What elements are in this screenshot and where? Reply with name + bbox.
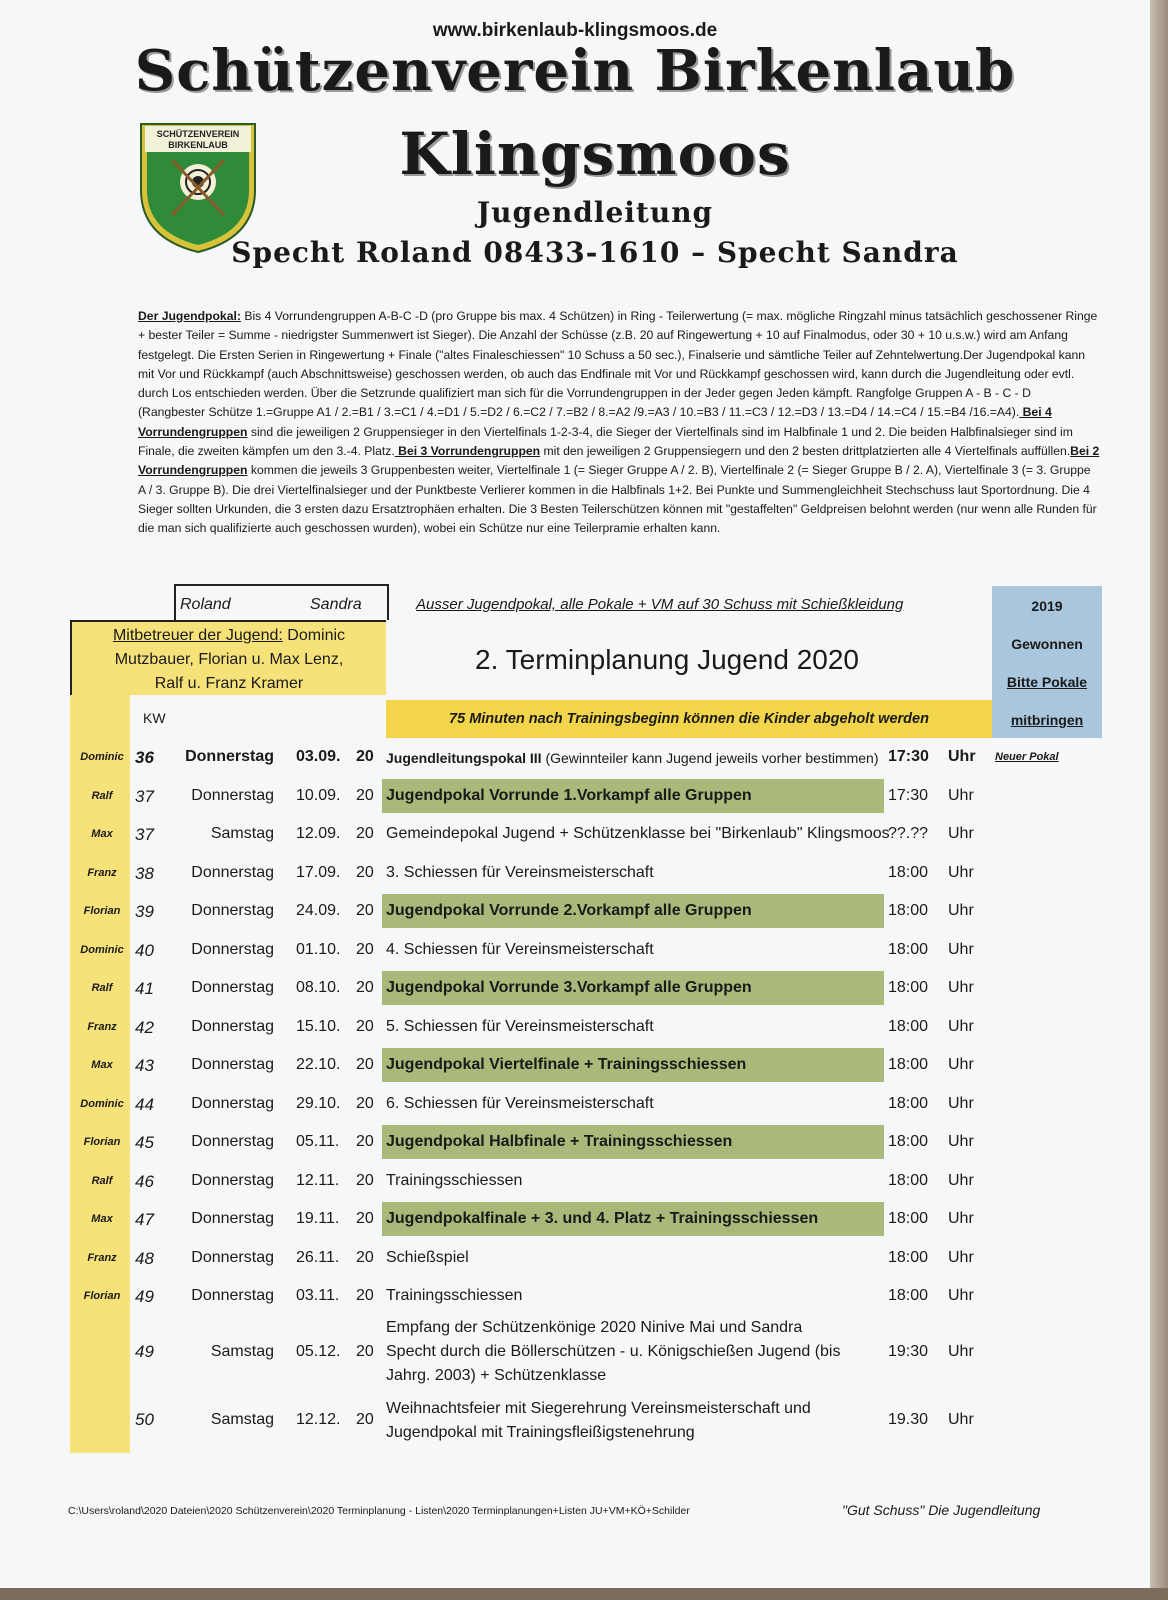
uhr-label: Uhr xyxy=(948,902,974,919)
weekday: Donnerstag xyxy=(191,1171,274,1189)
special1-event xyxy=(386,1316,886,1388)
rules-text-3: mit den jeweiligen 2 Gruppensiegern und den 2 besten drittplatzierten alle 4 Viertelfinals auffüllen. xyxy=(540,444,1071,459)
file-path: C:\Users\roland\2020 Dateien\2020 Schützenverein\2020 Terminplanung - Listen\2020 Terminplanungen+Listen JU+VM+KÖ+Schilder xyxy=(68,1505,690,1517)
uhr-label: Uhr xyxy=(948,979,974,996)
event-year: 20 xyxy=(356,1133,374,1150)
kw-header: KW xyxy=(143,710,166,726)
rules-bold-3: Bei 3 Vorrundengruppen xyxy=(394,444,541,459)
weekday: Donnerstag xyxy=(191,786,274,804)
kw-number: 49 xyxy=(135,1287,154,1306)
kw-number: 44 xyxy=(135,1094,154,1114)
weekday: Donnerstag xyxy=(191,940,274,958)
event-year: 20 xyxy=(356,1056,374,1073)
mitbetreuer-line3: Ralf u. Franz Kramer xyxy=(154,675,304,692)
betreuer-name: Max xyxy=(91,828,113,840)
mitbetreuer-box xyxy=(70,620,386,695)
event-date: 12.09. xyxy=(296,825,341,842)
special2-date: 12.12. xyxy=(296,1411,341,1428)
special1-line3: Jahrg. 2003) + Schützenklasse xyxy=(386,1367,607,1384)
uhr-label: Uhr xyxy=(948,863,974,881)
uhr-label: Uhr xyxy=(948,825,974,842)
event-date: 22.10. xyxy=(296,1056,341,1073)
event-date: 03.11. xyxy=(296,1287,340,1304)
event-time: 18:00 xyxy=(888,1287,929,1304)
event-time: 17:30 xyxy=(888,786,929,804)
event-date: 26.11. xyxy=(296,1248,340,1266)
betreuer-name: Max xyxy=(91,1213,113,1225)
special2-line1: Weihnachtsfeier mit Siegerehrung Vereinsmeisterschaft und xyxy=(386,1400,811,1417)
kw-number: 45 xyxy=(135,1133,154,1152)
event-year: 20 xyxy=(356,1210,374,1227)
signature: "Gut Schuss" Die Jugendleitung xyxy=(842,1502,1041,1518)
event-year: 20 xyxy=(356,1017,374,1035)
event-year: 20 xyxy=(356,1094,374,1112)
special2-uhr: Uhr xyxy=(948,1411,974,1428)
weekday: Donnerstag xyxy=(191,1248,274,1266)
weekday: Donnerstag xyxy=(191,902,274,919)
event-time: ??.?? xyxy=(888,825,929,842)
event-title: Jugendpokal Halbfinale + Trainingsschiessen xyxy=(382,1125,884,1159)
special2-day: Samstag xyxy=(210,1411,274,1428)
plan-title: 2. Terminplanung Jugend 2020 xyxy=(475,644,860,675)
uhr-label: Uhr xyxy=(948,1210,974,1227)
event-time: 18:00 xyxy=(888,1171,929,1189)
uhr-label: Uhr xyxy=(948,1017,974,1035)
event-date: 08.10. xyxy=(296,979,341,996)
event-date: 15.10. xyxy=(296,1017,341,1035)
rules-text-4: kommen die jeweils 3 Gruppenbesten weiter, Viertelfinale 1 (= Sieger Gruppe A / 2. B), Viertelfinale 2 (= Sieger Gruppe B / 2. A), Viertelfinale 3 (= 3. Gruppe A / 3. Gruppe B). Die drei Viertelfinalsieger und der Punktbeste Verlierer kommen in die Halbfinals 1+2. Bei Punkte und Summengleichheit Stechschuss laut Sportordnung. Die 4 Sieger sollten Urkunden, die 3 ersten dazu Ersatztrophäen erhalten. Die 3 Besten Teilerschützen können mit "gestaffelten" Geldpreisen belohnt werden (nur wenn alle Runden für die man sich qualifizierte auch geschossen wurden), wobei ein Schütze nur eine Teilerpramie erhalten kann. xyxy=(138,463,1097,536)
kw-number: 39 xyxy=(135,902,154,921)
event-subtitle: (Gewinnteiler kann Jugend jeweils vorher bestimmen) xyxy=(541,750,879,766)
kw-number: 37 xyxy=(135,786,154,806)
uhr-label: Uhr xyxy=(948,1287,974,1304)
event-date: 17.09. xyxy=(296,863,341,881)
betreuer-name: Ralf xyxy=(91,982,113,994)
event-date: 19.11. xyxy=(296,1210,340,1227)
betreuer-name: Florian xyxy=(83,1290,121,1302)
event-time: 17:30 xyxy=(888,748,929,765)
rules-lead: Der Jugendpokal: xyxy=(138,309,241,323)
table-row xyxy=(0,1085,1150,1123)
event-title: 6. Schiessen für Vereinsmeisterschaft xyxy=(386,1094,654,1112)
kw-number: 43 xyxy=(135,1056,154,1075)
table-row xyxy=(0,854,1150,892)
department-title: Jugendleitung xyxy=(476,196,714,229)
logo-text-mid: BIRKENLAUB xyxy=(168,140,228,150)
logo-text-top: SCHÜTZENVEREIN xyxy=(156,129,240,139)
event-title: Jugendpokal Vorrunde 3.Vorkampf alle Gruppen xyxy=(382,971,884,1005)
special1-day: Samstag xyxy=(210,1343,274,1360)
weekday: Donnerstag xyxy=(191,1094,274,1112)
rules-bold-2: Bei 4 Vorrundengruppen xyxy=(138,405,1052,439)
betreuer-name: Dominic xyxy=(80,943,124,956)
table-row xyxy=(0,931,1150,969)
contact-line: Specht Roland 08433-1610 – Specht Sandra xyxy=(231,236,959,269)
rules-bold-4: Bei 2 Vorrundengruppen xyxy=(138,444,1100,478)
special1-kw: 49 xyxy=(135,1342,154,1361)
kw-number: 37 xyxy=(135,825,154,844)
event-title: 3. Schiessen für Vereinsmeisterschaft xyxy=(386,863,654,881)
event-title: Jugendpokalfinale + 3. und 4. Platz + Trainingsschiessen xyxy=(382,1202,884,1236)
event-time: 18:00 xyxy=(888,1210,929,1227)
event-title: Jugendpokal Vorrunde 2.Vorkampf alle Gruppen xyxy=(382,894,884,928)
weekday: Donnerstag xyxy=(191,1210,274,1227)
special2-time: 19.30 xyxy=(888,1411,929,1428)
event-year: 20 xyxy=(356,940,374,958)
club-crest-icon xyxy=(137,120,259,254)
mitbetreuer-label: Mitbetreuer der Jugend: xyxy=(112,627,283,644)
event-time: 18:00 xyxy=(888,1056,929,1073)
weekday: Samstag xyxy=(210,825,274,842)
rules-text-1: Bis 4 Vorrundengruppen A-B-C -D (pro Gruppe bis max. 4 Schützen) in Ring - Teilerwertung (= max. mögliche Ringzahl minus tatsächlich geschossener Ringe + bester Teiler = Summe - niedrigster Summenwert ist Sieger). Die Anzahl der Schüsse (z.B. 20 auf Ringewertung + 10 auf Finalmodus, oder 30 + 10 u.s.w.) wird am Anfang festgelegt. Die Ersten Serien in Ringewertung + Finale ("altes Finaleschiessen" 10 Schuss a 50 sec.), Finalserie und sämtliche Teiler auf Zehntelwertung.Der Jugendpokal kann mit Vor und Rückkampf (auch Abschnittsweise) geschossen werden, ob auch das Endfinale mit Vor und Rückkampf geschossen wird, kann durch die Jugendleitung oder evtl. durch Los entschieden werden. Über die Setzrunde qualifiziert man sich für die Vorrundengruppen in der Jeder gegen Jeden kämpft. Rangfolge Gruppen A - B - C - D (Rangbester Schütze 1.=Gruppe A1 / 2.=B1 / 3.=C1 / 4.=D1 / 5.=D2 / 6.=C2 / 7.=B2 / 8.=A2 /9.=A3 / 10.=B3 / 11.=C3 / 12.=D3 / 13.=D4 / 14.=C4 / 15.=B4 /16.=A4). xyxy=(138,309,1098,420)
paper-edge xyxy=(1150,0,1168,1600)
betreuer-name: Ralf xyxy=(91,789,113,802)
special2-line2: Jugendpokal mit Trainingsfleißigstenehrung xyxy=(386,1424,695,1441)
table-row xyxy=(0,1123,1150,1161)
uhr-label: Uhr xyxy=(948,786,974,804)
special2-year: 20 xyxy=(356,1411,374,1428)
pickup-note: 75 Minuten nach Trainingsbeginn können die Kinder abgeholt werden xyxy=(386,700,992,738)
kw-number: 46 xyxy=(135,1171,154,1191)
uhr-label: Uhr xyxy=(948,1094,974,1112)
event-title: 4. Schiessen für Vereinsmeisterschaft xyxy=(386,940,654,958)
event-year: 20 xyxy=(356,1248,374,1266)
uhr-label: Uhr xyxy=(948,940,974,958)
kw-number: 38 xyxy=(135,863,154,883)
event-time: 18:00 xyxy=(888,1017,929,1035)
event-date: 29.10. xyxy=(296,1094,341,1112)
jugendpokal-rules xyxy=(138,307,1100,539)
event-date: 03.09. xyxy=(296,748,341,765)
weekday: Donnerstag xyxy=(191,863,274,881)
table-row xyxy=(0,1200,1150,1238)
table-row xyxy=(0,1162,1150,1200)
event-title: Gemeindepokal Jugend + Schützenklasse bei "Birkenlaub" Klingsmoos xyxy=(386,825,890,842)
weekday: Donnerstag xyxy=(185,748,274,765)
kw-number: 48 xyxy=(135,1248,154,1268)
special2-kw: 50 xyxy=(135,1410,154,1429)
table-row xyxy=(0,969,1150,1007)
event-main: Jugendleitungspokal III xyxy=(386,750,542,766)
event-time: 18:00 xyxy=(888,902,929,919)
betreuer-name: Dominic xyxy=(80,751,124,763)
event-time: 18:00 xyxy=(888,1248,929,1266)
event-date: 24.09. xyxy=(296,902,341,919)
special1-year: 20 xyxy=(356,1343,374,1360)
pokale-bitte: Bitte Pokale xyxy=(1006,674,1088,690)
table-row xyxy=(0,1277,1150,1315)
pokale-gewonnen: Gewonnen xyxy=(1011,636,1083,652)
pokale-box xyxy=(992,586,1102,738)
event-time: 18:00 xyxy=(888,979,929,996)
uhr-label: Uhr xyxy=(948,1248,974,1266)
note-label: Neuer Pokal xyxy=(995,751,1059,763)
special2-event xyxy=(386,1397,886,1445)
ausser-note: Ausser Jugendpokal, alle Pokale + VM auf 30 Schuss mit Schießkleidung xyxy=(416,596,904,613)
event-time: 18:00 xyxy=(888,1094,929,1112)
kw-number: 47 xyxy=(135,1210,154,1229)
leader-sandra: Sandra xyxy=(310,596,362,613)
club-title: Schützenverein Birkenlaub xyxy=(134,38,1016,104)
weekday: Donnerstag xyxy=(191,1056,274,1073)
betreuer-name: Max xyxy=(91,1059,113,1071)
table-row xyxy=(0,1239,1150,1277)
betreuer-name: Franz xyxy=(87,866,117,879)
special1-date: 05.12. xyxy=(296,1343,341,1360)
uhr-label: Uhr xyxy=(948,748,976,765)
event-year: 20 xyxy=(356,786,374,804)
event-year: 20 xyxy=(356,1287,374,1304)
special1-line2: Specht durch die Böllerschützen - u. Königschießen Jugend (bis xyxy=(386,1343,841,1360)
event-year: 20 xyxy=(356,863,374,881)
betreuer-name: Florian xyxy=(83,905,121,917)
event-year: 20 xyxy=(356,902,374,919)
event-title: Trainingsschiessen xyxy=(386,1287,523,1304)
event-title: Schießspiel xyxy=(386,1248,469,1266)
event-date: 01.10. xyxy=(296,940,341,958)
table-row xyxy=(0,815,1150,853)
table-row xyxy=(0,777,1150,815)
website-url: www.birkenlaub-klingsmoos.de xyxy=(432,20,718,41)
betreuer-name: Ralf xyxy=(91,1174,113,1187)
table-row xyxy=(0,1046,1150,1084)
weekday: Donnerstag xyxy=(191,1287,274,1304)
pokale-year: 2019 xyxy=(1031,598,1063,614)
event-date: 12.11. xyxy=(296,1171,340,1189)
event-year: 20 xyxy=(356,1171,374,1189)
betreuer-name: Dominic xyxy=(80,1097,124,1110)
uhr-label: Uhr xyxy=(948,1171,974,1189)
uhr-label: Uhr xyxy=(948,1056,974,1073)
event-year: 20 xyxy=(356,825,374,842)
rules-text-2: sind die jeweiligen 2 Gruppensieger in den Viertelfinals 1-2-3-4, die Sieger der Viertelfinals sind im Halbfinale 1 und 2. Die beiden Halbfinalsieger sind im Finale, die zweiten kämpfen um den 3.-4. Platz. xyxy=(138,424,1073,459)
event-title: Jugendpokal Viertelfinale + Trainingsschiessen xyxy=(382,1048,884,1082)
event-year: 20 xyxy=(356,748,374,765)
special1-time: 19:30 xyxy=(888,1343,929,1360)
table-row xyxy=(0,738,1150,776)
mitbetreuer-line1: Dominic xyxy=(282,627,346,644)
event-time: 18:00 xyxy=(888,863,929,881)
event-time: 18:00 xyxy=(888,1133,929,1150)
table-row xyxy=(0,1008,1150,1046)
kw-number: 42 xyxy=(135,1017,154,1037)
pokale-mitbringen: mitbringen xyxy=(1010,712,1084,728)
table-row xyxy=(0,892,1150,930)
event-date: 10.09. xyxy=(296,786,341,804)
event-title: Jugendpokal Vorrunde 1.Vorkampf alle Gruppen xyxy=(382,779,884,813)
kw-number: 41 xyxy=(135,979,154,998)
event-time: 18:00 xyxy=(888,940,929,958)
uhr-label: Uhr xyxy=(948,1133,974,1150)
leaders-box xyxy=(174,584,389,620)
event-year: 20 xyxy=(356,979,374,996)
kw-number: 36 xyxy=(135,748,154,767)
betreuer-name: Franz xyxy=(87,1251,117,1264)
mitbetreuer-line2: Mutzbauer, Florian u. Max Lenz, xyxy=(114,651,344,668)
special1-uhr: Uhr xyxy=(948,1343,974,1360)
betreuer-name: Franz xyxy=(87,1020,117,1033)
event-date: 05.11. xyxy=(296,1133,340,1150)
leader-roland: Roland xyxy=(180,596,231,613)
event-title: 5. Schiessen für Vereinsmeisterschaft xyxy=(386,1017,654,1035)
weekday: Donnerstag xyxy=(191,1017,274,1035)
club-location: Klingsmoos xyxy=(399,120,791,188)
kw-number: 40 xyxy=(135,940,154,960)
special1-line1: Empfang der Schützenkönige 2020 Ninive Mai und Sandra xyxy=(386,1319,803,1336)
event-title xyxy=(386,750,879,766)
weekday: Donnerstag xyxy=(191,1133,274,1150)
event-title: Trainingsschiessen xyxy=(386,1171,523,1189)
betreuer-name: Florian xyxy=(83,1136,121,1148)
table-surface xyxy=(0,1588,1168,1600)
weekday: Donnerstag xyxy=(191,979,274,996)
